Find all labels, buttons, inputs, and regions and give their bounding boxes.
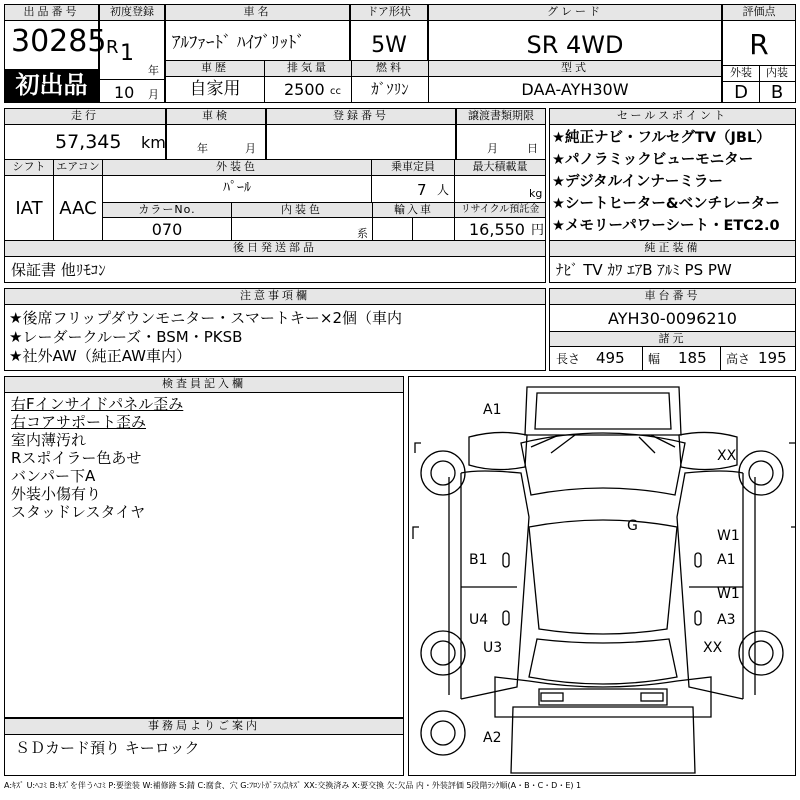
damage-mark: B1: [469, 552, 488, 568]
seats-label: 乗車定員: [372, 160, 454, 176]
interior-label: 内装: [766, 66, 788, 79]
history-label: 車歴: [166, 61, 264, 77]
vehicle-name: ｱﾙﾌｧｰﾄﾞ ﾊｲﾌﾞﾘｯﾄﾞ: [172, 33, 305, 53]
damage-mark: U3: [483, 640, 503, 656]
length: 495: [596, 349, 625, 367]
interior-color-label: 内装色: [232, 203, 372, 218]
chassis-number: AYH30-0096210: [608, 309, 737, 328]
notes-box: [4, 288, 546, 371]
office-box: [4, 718, 404, 776]
chassis-label: 車台番号: [550, 289, 795, 305]
color-label: 外装色: [103, 160, 371, 176]
fuel-label: 燃料: [352, 61, 428, 77]
office-label: 事務局よりご案内: [5, 719, 403, 735]
document-deadline-label: 譲渡書類期限: [457, 109, 545, 125]
exterior-label: 外装: [730, 66, 752, 79]
inspector-item: 室内薄汚れ: [11, 431, 87, 449]
damage-mark: W1: [717, 528, 740, 544]
sales-point: ★パノラミックビューモニター: [552, 152, 754, 168]
mileage-unit: km: [141, 133, 166, 152]
equipment-box: [549, 240, 796, 283]
reg-month: 10: [114, 83, 135, 102]
model-label: 型式: [429, 61, 721, 77]
first-listing-badge: 初出品: [5, 69, 98, 102]
load-unit: kg: [529, 187, 543, 200]
sales-points-label: セールスポイント: [550, 109, 795, 125]
equipment-label: 純正装備: [550, 241, 795, 257]
lot-number: 30285: [11, 24, 107, 59]
color-number: 070: [151, 220, 183, 239]
year-unit: 年: [148, 64, 159, 77]
grade: SR 4WD: [526, 31, 624, 59]
damage-mark: A3: [717, 612, 736, 628]
displacement-unit: cc: [330, 86, 341, 97]
inspection-box: [166, 108, 266, 160]
equipment: ﾅﾋﾞ TV ｶﾜ ｴｱB ｱﾙﾐ PS PW: [556, 261, 732, 279]
interior-grade: B: [770, 82, 784, 103]
damage-mark: A1: [483, 402, 502, 418]
height: 195: [758, 349, 787, 367]
displacement: 2500: [284, 80, 325, 99]
seats: 7: [417, 181, 427, 199]
inspection-year-unit: 年: [197, 142, 208, 155]
era: R: [106, 37, 119, 58]
inspector-item: バンパー下A: [11, 467, 96, 485]
note-item: ★社外AW（純正AW車内）: [9, 347, 191, 365]
grade-label: グレード: [429, 5, 721, 21]
air-conditioner: AAC: [59, 198, 97, 219]
later-parts: 保証書 他ﾘﾓｺﾝ: [11, 261, 106, 279]
exterior-color: ﾊﾟｰﾙ: [223, 180, 251, 196]
vehicle-history: 自家用: [189, 79, 241, 99]
ac-label: エアコン: [54, 160, 102, 176]
legend: A:ｷｽﾞ U:ﾍｺﾐ B:ｷｽﾞを伴うﾍｺﾐ P:要塗装 W:補修跡 S:錆 C:腐食、穴 G:ﾌﾛﾝﾄｶﾞﾗｽ点ｷｽﾞ XX:交換済み X:要交換 欠:欠品 内・外装評価 5段階ﾗﾝｸ順(A・B・C・D・E) 1: [4, 781, 582, 790]
sales-point: ★メモリーパワーシート・ETC2.0: [552, 218, 780, 234]
damage-mark: G: [627, 518, 638, 534]
chassis-box: [549, 288, 796, 371]
damage-mark: XX: [703, 640, 723, 656]
damage-mark: A1: [717, 552, 736, 568]
history-row: [165, 60, 722, 103]
inspector-label: 検査員記入欄: [5, 377, 403, 393]
doc-month-unit: 月: [487, 142, 498, 155]
sales-point: ★デジタルインナーミラー: [552, 174, 723, 190]
plate-label: 登録番号: [267, 109, 455, 125]
lot-number-label: 出品番号: [5, 5, 98, 21]
car-diagram-box: [408, 376, 796, 776]
lot-number-box: [4, 4, 107, 103]
damage-mark: W1: [717, 586, 740, 602]
door-label: ドア形状: [351, 5, 427, 21]
damage-mark: U4: [469, 612, 489, 628]
later-parts-box: [4, 240, 546, 283]
score-box: [722, 4, 796, 103]
door-type: 5W: [371, 33, 407, 58]
first-registration-label: 初度登録: [100, 5, 164, 21]
seats-unit: 人: [437, 183, 450, 197]
width-label: 幅: [648, 352, 661, 366]
width: 185: [678, 349, 707, 367]
fuel: ｶﾞｿﾘﾝ: [371, 80, 409, 98]
sales-point: ★純正ナビ・フルセグTV（JBL）: [552, 130, 771, 146]
inspector-box: [4, 376, 404, 718]
mileage-label: 走行: [5, 109, 165, 125]
mileage: 57,345: [55, 131, 122, 153]
inspector-item: 右Fインサイドパネル歪み: [11, 395, 184, 413]
shift: IAT: [15, 198, 43, 219]
vehicle-name-label: 車名: [166, 5, 349, 21]
doc-day-unit: 日: [527, 142, 538, 155]
damage-mark: XX: [717, 448, 737, 464]
shift-label: シフト: [5, 160, 53, 176]
height-label: 高さ: [726, 352, 751, 366]
recycle-fee: 16,550: [469, 220, 525, 239]
note-item: ★レーダークルーズ・BSM・PKSB: [9, 328, 243, 346]
document-deadline-box: [456, 108, 546, 160]
evaluation-score: R: [749, 28, 769, 61]
mileage-box: [4, 108, 166, 160]
later-parts-label: 後日発送部品: [5, 241, 545, 257]
month-unit: 月: [148, 88, 159, 101]
era-year: 1: [120, 41, 134, 66]
displacement-label: 排気量: [265, 61, 351, 77]
note-item: ★後席フリップダウンモニター・スマートキー×2個（車内: [9, 309, 403, 327]
damage-mark: A2: [483, 730, 502, 746]
recycle-label: リサイクル預託金: [455, 203, 545, 218]
recycle-unit: 円: [531, 223, 545, 238]
inspector-item: Rスポイラー色あせ: [11, 449, 142, 467]
load-label: 最大積載量: [455, 160, 545, 176]
model-code: DAA-AYH30W: [521, 80, 629, 99]
dimensions-label: 諸元: [550, 332, 795, 347]
office-note: ＳＤカード預り キーロック: [15, 739, 200, 757]
sales-points-box: [549, 108, 796, 241]
length-label: 長さ: [556, 352, 581, 366]
first-registration-box: [99, 4, 165, 103]
car-diagram: [409, 377, 795, 775]
import-label: 輸入車: [373, 203, 454, 218]
inspector-item: 外装小傷有り: [11, 485, 102, 503]
inspector-item: スタッドレスタイヤ: [11, 503, 146, 521]
inspection-month-unit: 月: [245, 142, 256, 155]
interior-color-unit: 系: [357, 227, 368, 240]
inspection-label: 車検: [167, 109, 265, 125]
notes-label: 注意事項欄: [5, 289, 545, 305]
score-label: 評価点: [723, 5, 795, 21]
inspector-item: 右コアサポート歪み: [11, 413, 147, 431]
sales-point: ★シートヒーター&ベンチレーター: [552, 196, 780, 212]
color-number-label: カラーNo.: [103, 203, 231, 218]
exterior-grade: D: [734, 82, 748, 103]
plate-box: [266, 108, 456, 160]
spec-box: [4, 159, 546, 241]
